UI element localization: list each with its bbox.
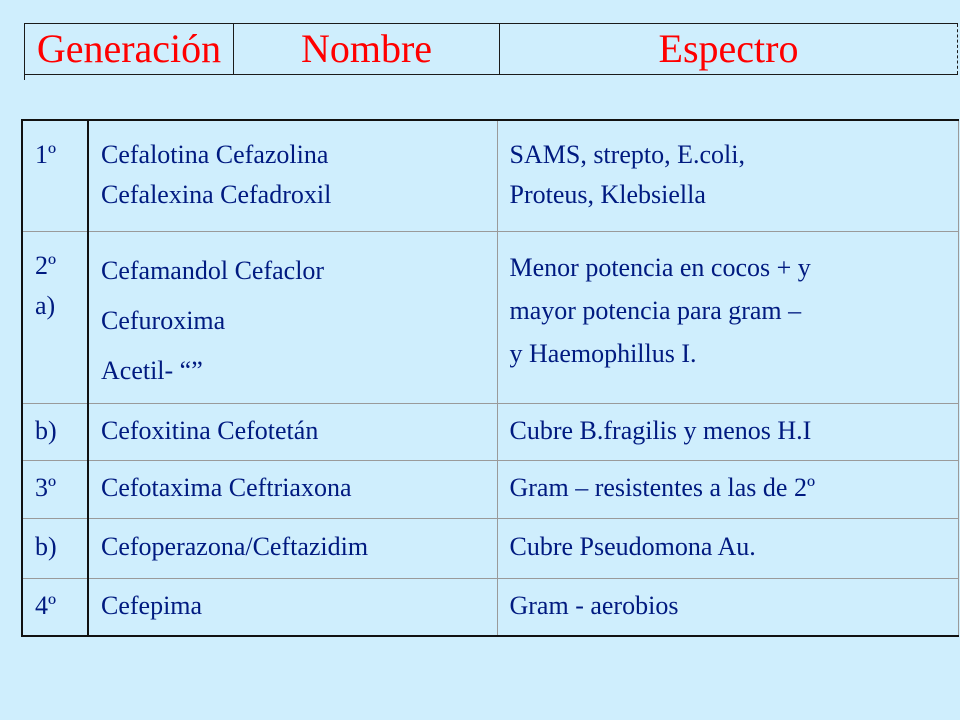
generation-cell	[22, 578, 88, 636]
names-cell	[88, 403, 497, 460]
spectrum-text: Cubre Pseudomona Au.	[509, 531, 756, 561]
generation-cell	[22, 403, 88, 460]
generation-text: 2º	[35, 250, 57, 280]
spectrum-text: SAMS, strepto, E.coli,	[509, 140, 745, 169]
generation-text: 4º	[35, 590, 57, 620]
spectrum-cell	[497, 460, 958, 518]
drug-name: Cefuroxima	[101, 305, 226, 335]
cephalosporin-table	[21, 119, 959, 637]
header-row	[25, 24, 958, 75]
names-cell	[88, 120, 497, 231]
spectrum-text: Gram - aerobios	[509, 590, 679, 620]
header-nombre: Nombre	[234, 24, 500, 75]
generation-text: b)	[35, 415, 57, 445]
generation-text: 1º	[35, 140, 57, 169]
generation-text: a)	[35, 290, 56, 320]
drug-name: Cefalexina Cefadroxil	[101, 180, 332, 209]
drug-name: Cefoperazona/Ceftazidim	[101, 531, 369, 561]
table-row	[22, 231, 958, 403]
spectrum-text: Cubre B.fragilis y menos H.I	[509, 415, 812, 445]
names-cell	[88, 578, 497, 636]
generation-cell	[22, 231, 88, 403]
drug-name: Cefalotina Cefazolina	[101, 140, 329, 169]
names-cell	[88, 231, 497, 403]
header-table	[24, 23, 958, 75]
table-row	[22, 578, 958, 636]
drug-name: Cefamandol Cefaclor	[101, 255, 325, 285]
generation-cell	[22, 120, 88, 231]
header-generacion: Generación	[25, 24, 234, 75]
generation-cell	[22, 518, 88, 578]
spectrum-text: Gram – resistentes a las de 2º	[509, 472, 816, 502]
table-row	[22, 403, 958, 460]
spectrum-text: mayor potencia para gram –	[509, 295, 802, 325]
spectrum-cell	[497, 578, 958, 636]
table-row	[22, 460, 958, 518]
header-divider-tick	[24, 73, 25, 80]
names-cell	[88, 460, 497, 518]
drug-name: Cefotaxima Ceftriaxona	[101, 472, 352, 502]
drug-name: Acetil- “”	[101, 355, 203, 385]
spectrum-cell	[497, 120, 958, 231]
spectrum-text: Menor potencia en cocos + y	[509, 252, 811, 282]
table-row	[22, 120, 958, 231]
drug-name: Cefepima	[101, 590, 203, 620]
table-row	[22, 518, 958, 578]
header-espectro: Espectro	[500, 24, 958, 75]
generation-text: b)	[35, 531, 57, 561]
drug-name: Cefoxitina Cefotetán	[101, 415, 319, 445]
names-cell	[88, 518, 497, 578]
spectrum-cell	[497, 518, 958, 578]
spectrum-cell	[497, 231, 958, 403]
spectrum-cell	[497, 403, 958, 460]
spectrum-text: y Haemophillus I.	[509, 338, 697, 368]
generation-text: 3º	[35, 472, 57, 502]
spectrum-text: Proteus, Klebsiella	[509, 180, 706, 209]
generation-cell	[22, 460, 88, 518]
